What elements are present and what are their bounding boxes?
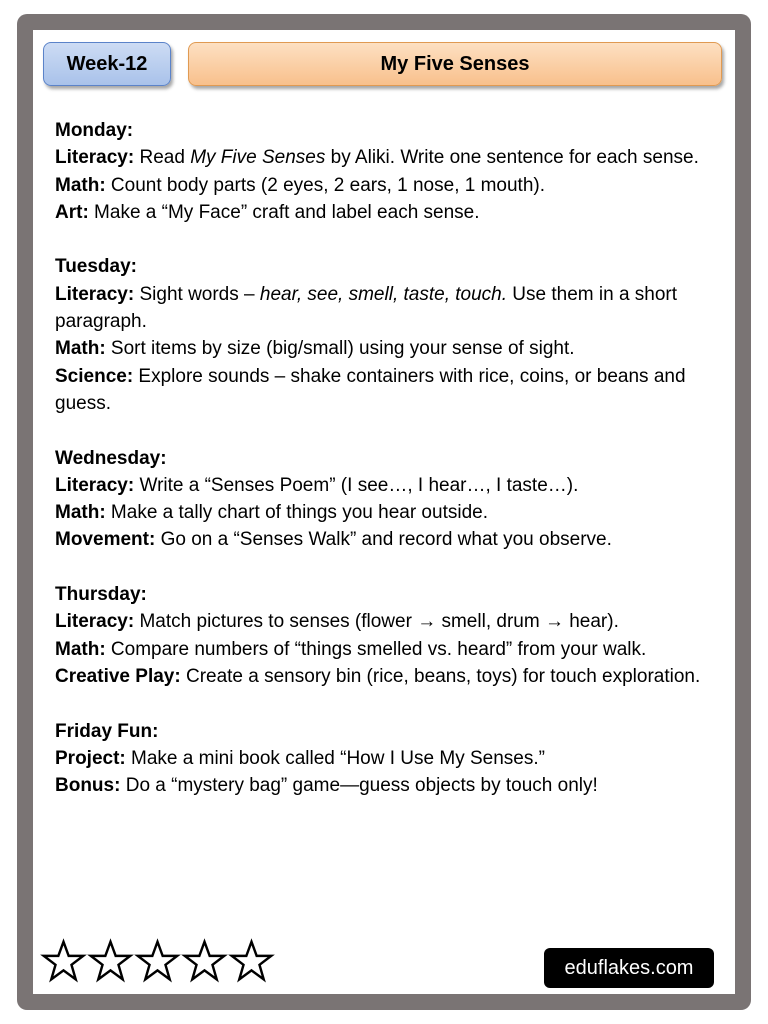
subject-label: Math:: [55, 174, 106, 196]
subject-label: Science:: [55, 365, 134, 387]
subject-label: Literacy:: [55, 474, 135, 496]
italic-text: My Five Senses: [190, 147, 326, 169]
brand-badge: eduflakes.com: [544, 948, 714, 988]
subject-label: Math:: [55, 338, 106, 360]
activity-text: Compare numbers of “things smelled vs. heard” from your walk.: [105, 638, 647, 660]
activity-line: [55, 608, 720, 635]
activity-line: [55, 144, 720, 171]
activity-line: [55, 499, 720, 526]
activity-line: [55, 472, 720, 499]
day-section: [55, 445, 720, 554]
activity-text: Explore sounds – shake containers with rice, coins, or beans and guess.: [55, 365, 686, 414]
activity-line: [55, 772, 720, 799]
star-outline-icon: [228, 938, 275, 985]
activity-line: [55, 745, 720, 772]
subject-label: Literacy:: [55, 147, 135, 169]
activity-line: [55, 636, 720, 663]
subject-label: Literacy:: [55, 611, 135, 633]
day-title: Wednesday:: [55, 447, 167, 469]
subject-label: Project:: [55, 747, 126, 769]
activity-text: Use them in a short paragraph.: [55, 283, 678, 333]
activity-line: [55, 526, 720, 553]
day-title: Thursday:: [55, 584, 147, 606]
star-outline-icon: [40, 938, 87, 985]
subject-label: Movement:: [55, 529, 156, 551]
star-outline-icon: [181, 938, 228, 985]
star-rating: [40, 938, 275, 985]
activity-text: Create a sensory bin (rice, beans, toys) for touch exploration.: [180, 665, 701, 687]
week-badge: Week-12: [43, 42, 171, 86]
activity-text: Match pictures to senses (flower → smell, drum → hear).: [134, 611, 619, 633]
activity-line: [55, 335, 720, 362]
subject-label: Bonus:: [55, 775, 121, 797]
day-title: Monday:: [55, 120, 134, 141]
day-section: [55, 718, 720, 800]
activity-line: [55, 281, 720, 336]
day-title: Friday Fun:: [55, 720, 159, 742]
activity-text: Make a mini book called “How I Use My Senses.”: [125, 747, 545, 769]
day-section: [55, 117, 720, 226]
activity-text: Do a “mystery bag” game—guess objects by touch only!: [120, 775, 598, 797]
activity-text: Make a tally chart of things you hear outside.: [105, 502, 488, 524]
activity-line: [55, 172, 720, 199]
italic-text: hear, see, smell, taste, touch.: [259, 283, 508, 305]
day-section: [55, 253, 720, 417]
activity-line: [55, 363, 720, 418]
page-title: My Five Senses: [188, 42, 722, 86]
activity-text: Write a “Senses Poem” (I see…, I hear…, I taste…).: [134, 474, 579, 496]
subject-label: Math:: [55, 638, 106, 660]
star-outline-icon: [87, 938, 134, 985]
weekly-plan: [55, 117, 720, 827]
activity-text: Go on a “Senses Walk” and record what you observe.: [155, 529, 612, 551]
activity-line: [55, 199, 720, 226]
subject-label: Literacy:: [55, 283, 135, 305]
activity-text: Sort items by size (big/small) using your sense of sight.: [105, 338, 575, 360]
activity-text: Count body parts (2 eyes, 2 ears, 1 nose, 1 mouth).: [105, 174, 546, 196]
day-title: Tuesday:: [55, 256, 138, 278]
subject-label: Art:: [55, 201, 89, 223]
day-section: [55, 581, 720, 690]
star-outline-icon: [134, 938, 181, 985]
activity-text: by Aliki. Write one sentence for each sense.: [325, 147, 699, 169]
activity-text: Read: [134, 147, 191, 169]
subject-label: Creative Play:: [55, 665, 181, 687]
activity-line: [55, 663, 720, 690]
activity-text: Make a “My Face” craft and label each sense.: [88, 201, 480, 223]
activity-text: Sight words –: [134, 283, 260, 305]
subject-label: Math:: [55, 502, 106, 524]
